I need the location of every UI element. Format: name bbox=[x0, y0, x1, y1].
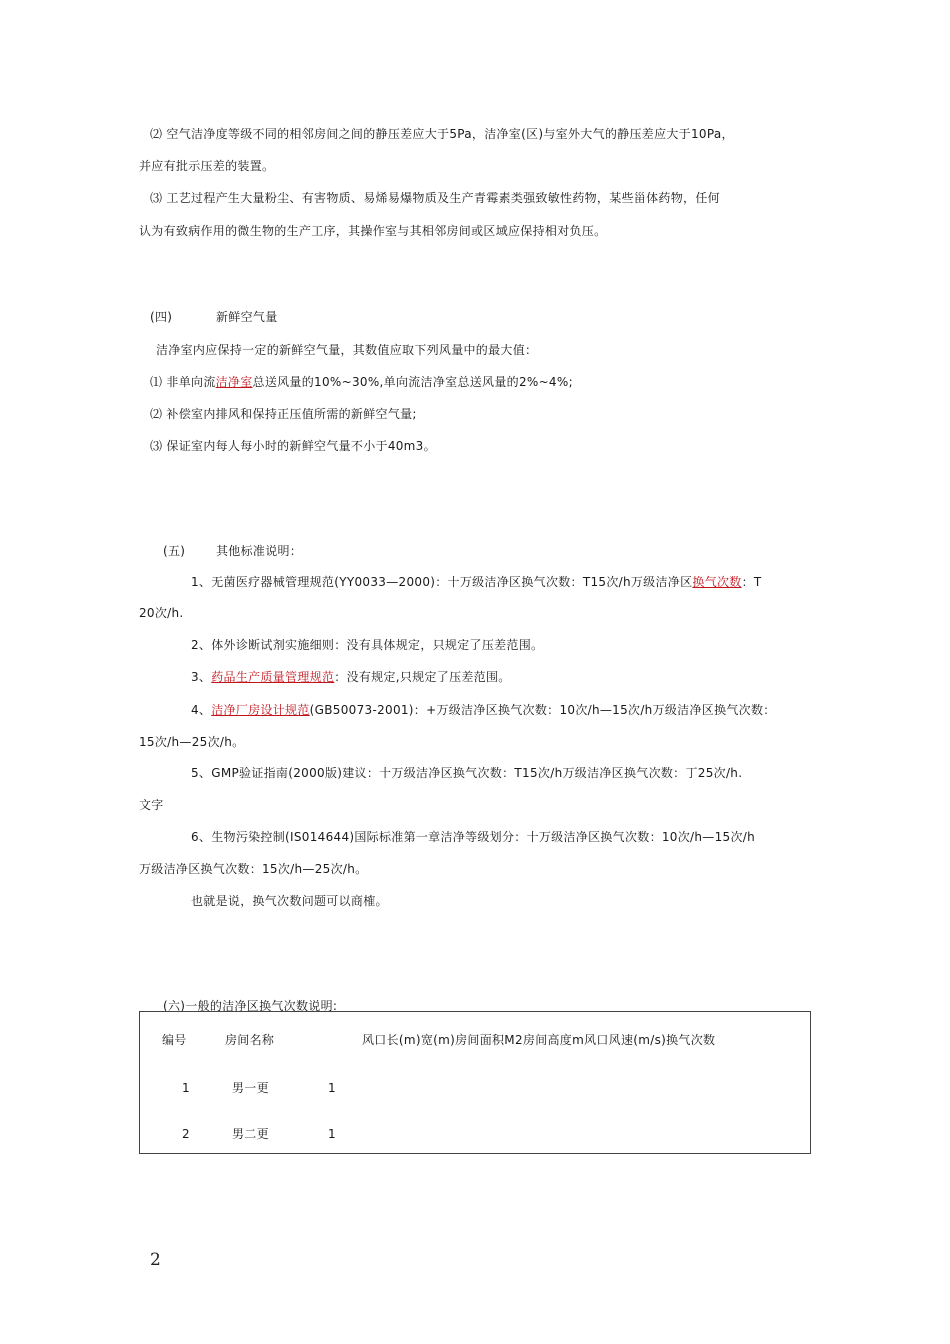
clean-plant-design-link[interactable]: 洁净厂房设计规范 bbox=[211, 703, 310, 717]
air-change-table bbox=[139, 1011, 811, 1154]
section-4-item-2: ⑵ 补偿室内排风和保持正压值所需的新鲜空气量; bbox=[150, 407, 417, 421]
row-2-number: 2 bbox=[182, 1127, 190, 1141]
header-rest: 风口长(m)宽(m)房间面积M2房间高度m风口风速(m/s)换气次数 bbox=[362, 1033, 716, 1047]
standard-5-line-1: 5、GMP验证指南(2000版)建议：十万级洁净区换气次数：T15次/h万级洁净区换气次数：丁25次/h. bbox=[191, 766, 743, 780]
clean-room-link[interactable]: 洁净室 bbox=[215, 375, 253, 389]
standard-3 bbox=[191, 669, 511, 685]
item-1-suffix: 总送风量的10%~30%,单向流洁净室总送风量的2%~4%; bbox=[252, 375, 573, 389]
conclusion: 也就是说，换气次数问题可以商榷。 bbox=[191, 894, 388, 908]
item-2-line-2: 并应有批示压差的装置。 bbox=[139, 159, 275, 173]
section-4-intro: 洁净室内应保持一定的新鲜空气量，其数值应取下列风量中的最大值： bbox=[156, 343, 538, 357]
standard-4-line-1 bbox=[191, 702, 776, 718]
row-2-room-name: 男二更 bbox=[232, 1127, 269, 1141]
gmp-link[interactable]: 药品生产质量管理规范 bbox=[211, 670, 335, 684]
standard-1-line-2: 20次/h. bbox=[139, 606, 184, 620]
row-1-value: 1 bbox=[328, 1081, 336, 1095]
standard-1-text: 1、无菌医疗器械管理规范(YY0033—2000)：十万级洁净区换气次数：T15次/h万级洁净区 bbox=[191, 575, 693, 589]
standard-1-line-1 bbox=[191, 574, 762, 590]
standard-5-line-2: 文字 bbox=[139, 798, 164, 812]
row-2-value: 1 bbox=[328, 1127, 336, 1141]
row-1-room-name: 男一更 bbox=[232, 1081, 269, 1095]
item-2-line-1: ⑵ 空气洁净度等级不同的相邻房间之间的静压差应大于5Pa，洁净室(区)与室外大气的静压差应大于10Pa， bbox=[150, 127, 734, 141]
section-4-number: (四) bbox=[150, 310, 173, 324]
standard-3-suffix: ：没有规定,只规定了压差范围。 bbox=[334, 670, 511, 684]
section-6-title: (六)一般的洁净区换气次数说明: bbox=[163, 999, 338, 1013]
section-4-item-3: ⑶ 保证室内每人每小时的新鲜空气量不小于40m3。 bbox=[150, 439, 436, 453]
section-4-title: 新鲜空气量 bbox=[216, 310, 278, 324]
page-number: 2 bbox=[150, 1250, 161, 1270]
item-3-line-1: ⑶ 工艺过程产生大量粉尘、有害物质、易烯易爆物质及生产青霉素类强致敏性药物，某些甾体药物，任何 bbox=[150, 191, 720, 205]
standard-6-line-2: 万级洁净区换气次数：15次/h—25次/h。 bbox=[139, 862, 368, 876]
standard-2: 2、体外诊断试剂实施细则：没有具体规定，只规定了压差范围。 bbox=[191, 638, 544, 652]
standard-4-line-2: 15次/h—25次/h。 bbox=[139, 735, 245, 749]
item-3-line-2: 认为有致病作用的微生物的生产工序，其操作室与其相邻房间或区域应保持相对负压。 bbox=[139, 224, 607, 238]
section-5-number: (五) bbox=[163, 544, 186, 558]
standard-3-prefix: 3、 bbox=[191, 670, 212, 684]
standard-4-suffix: (GB50073-2001)：+万级洁净区换气次数：10次/h—15次/h万级洁净区换气次数： bbox=[309, 703, 776, 717]
air-change-link[interactable]: 换气次数 bbox=[692, 575, 742, 589]
standard-1-suffix: ：T bbox=[741, 575, 762, 589]
row-1-number: 1 bbox=[182, 1081, 190, 1095]
standard-6-line-1: 6、生物污染控制(IS014644)国际标准第一章洁净等级划分：十万级洁净区换气次数：10次/h—15次/h bbox=[191, 830, 756, 844]
standard-4-prefix: 4、 bbox=[191, 703, 212, 717]
header-number: 编号 bbox=[162, 1033, 187, 1047]
item-1-prefix: ⑴ 非单向流 bbox=[150, 375, 216, 389]
section-4-item-1 bbox=[150, 374, 573, 390]
header-room-name: 房间名称 bbox=[225, 1033, 275, 1047]
section-5-title: 其他标准说明： bbox=[216, 544, 303, 558]
